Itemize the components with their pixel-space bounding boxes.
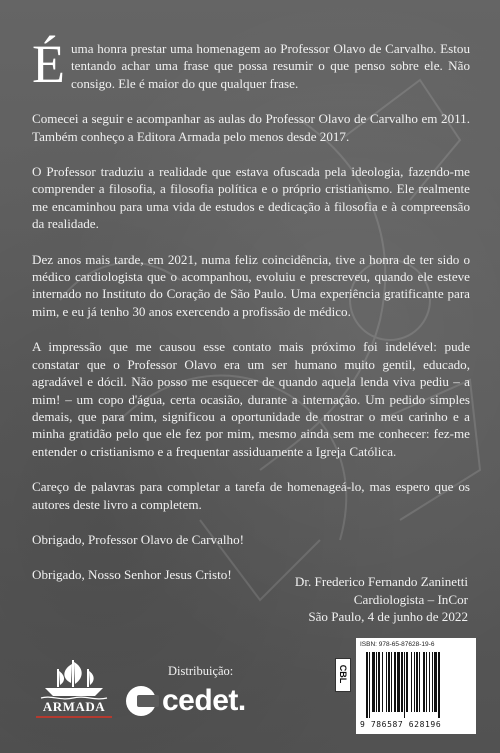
tribute-text	[32, 34, 470, 602]
barcode-bar	[386, 652, 387, 712]
paragraph-1-text: uma honra prestar uma homenagem ao Professor Olavo de Carvalho. Estou tentando achar uma frase que possa resumir o que penso sobre ele. Não consigo. Ele é maior do que qualquer frase.	[71, 41, 470, 91]
paragraph-2: Comecei a seguir e acompanhar as aulas do Professor Olavo de Carvalho em 2011. Também conheço a Editora Armada pelo menos desde 2017.	[32, 111, 470, 144]
armada-logo	[30, 657, 118, 721]
barcode-bar	[394, 652, 396, 712]
barcode-bar	[404, 652, 405, 718]
paragraph-3: O Professor traduziu a realidade que estava ofuscada pela ideologia, fazendo-me comprender a filosofia, a filosofia política e o próprio cristianismo. Ele realmente me encaminhou para uma vida de estudos e dedicação à filosofia e à compreensão da realidade.	[32, 164, 470, 232]
barcode-bar	[406, 652, 408, 712]
drop-cap: É	[32, 34, 65, 94]
barcode-bar	[414, 652, 415, 712]
barcode-bar	[378, 652, 380, 712]
barcode-bar	[432, 652, 433, 712]
barcode-bar	[411, 652, 412, 712]
ship-icon	[39, 657, 109, 701]
barcode-bar	[366, 652, 368, 718]
isbn-label: ISBN: 978-65-87628-19-6	[360, 641, 435, 648]
paragraph-5: A impressão que me causou esse contato mais próximo foi indelével: pude constatar que o Professor Olavo era um ser humano muito gentil, educado, agradável e dócil. Não posso me esquecer de quando aquela lenda viva pediu – a mim! – um copo d'água, certa ocasião, durante a internação. Um pedido simples demais, que para mim, significou a oportunidade de mostrar o meu carinho e a minha gratidão pelo que ele fez por mim, mesmo ainda sem me conhecer: fez-me entender o cristianismo e a frequentar assiduamente a Igreja Católica.	[32, 339, 470, 459]
barcode-bar	[369, 652, 370, 718]
isbn-number: 9 786587 628196	[360, 720, 442, 729]
paragraph-7: Obrigado, Professor Olavo de Carvalho!	[32, 531, 244, 547]
distribution-label: Distribuição:	[168, 664, 234, 678]
cbl-seal	[335, 658, 351, 692]
barcode-bar	[388, 652, 390, 712]
cedet-mark-icon	[126, 686, 156, 716]
armada-logo-text: ARMADA	[42, 699, 106, 714]
barcode-bar	[416, 652, 418, 712]
barcode-bar	[397, 652, 400, 712]
barcode-bar	[426, 652, 427, 712]
cedet-wordmark: cedet.	[162, 684, 246, 717]
paragraph-6: Careço de palavras para completar a tarefa de homenageá-lo, mas espero que os autores deste livro a completem.	[32, 479, 470, 512]
barcode-bar	[438, 652, 440, 718]
barcode-bar	[419, 652, 420, 712]
cbl-seal-text: CBL	[338, 664, 348, 684]
armada-underline	[36, 716, 112, 718]
paragraph-8: Obrigado, Nosso Senhor Jesus Cristo!	[32, 567, 232, 583]
barcode-bar	[434, 652, 437, 712]
signature-role: Cardiologista – InCor	[353, 591, 468, 607]
barcode-bar	[382, 652, 383, 712]
signature-block	[295, 573, 468, 626]
paragraph-4: Dez anos mais tarde, em 2021, numa feliz coincidência, tive a honra de ter sido o médico cardiologista que o acompanhou, evoluiu e prescreveu, quando ele esteve internado no Instituto do Coração de São Paulo. Uma experiência gratificante para mim, e eu já tenho 30 anos exercendo a profissão de médico.	[32, 251, 470, 319]
barcode-bar	[391, 652, 392, 712]
paragraph-1	[32, 34, 470, 94]
barcode-icon	[364, 652, 468, 718]
barcode-bar	[429, 652, 430, 712]
barcode-bar	[401, 652, 403, 712]
barcode-bar	[372, 652, 375, 712]
cedet-logo	[126, 683, 246, 719]
isbn-barcode	[356, 638, 476, 734]
barcode-bar	[423, 652, 425, 712]
barcode-bar	[376, 652, 377, 712]
signature-name: Dr. Frederico Fernando Zaninetti	[294, 574, 468, 589]
signature-place-date: São Paulo, 4 de junho de 2022	[308, 609, 468, 625]
